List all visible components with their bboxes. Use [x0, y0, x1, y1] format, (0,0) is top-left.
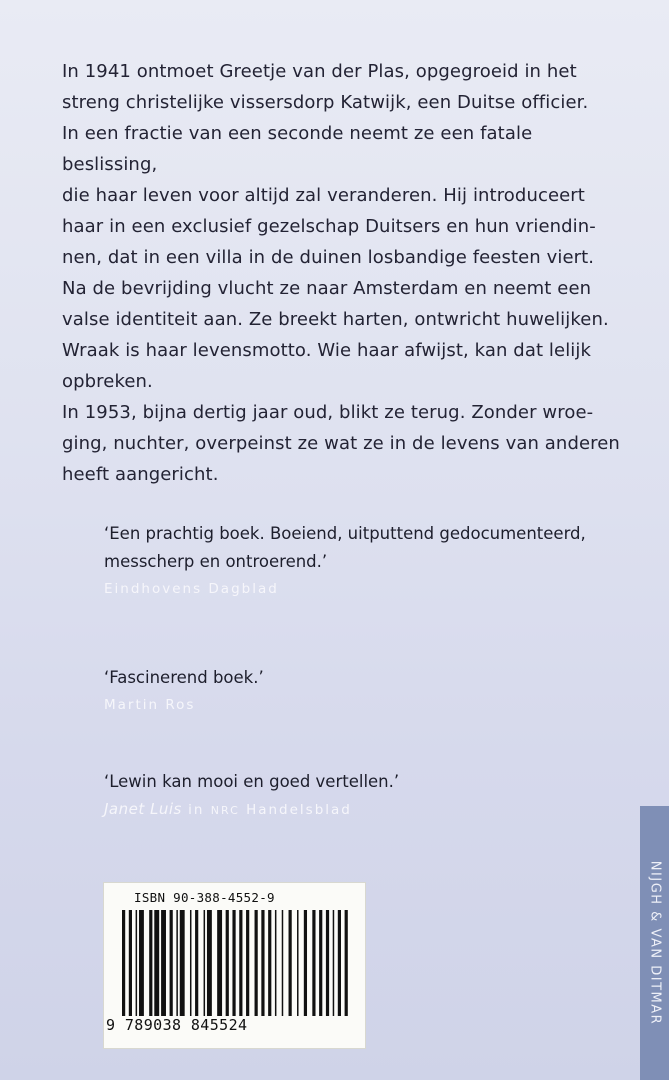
barcode-stripe: [282, 910, 284, 1016]
barcode-stripe: [326, 910, 329, 1016]
quote-text: ‘Een prachtig boek. Boeiend, uitputtend gedocumenteerd,: [104, 524, 586, 543]
barcode-stripe: [338, 910, 341, 1016]
barcode-stripe: [136, 910, 138, 1016]
barcode-stripe: [304, 910, 307, 1016]
barcode-icon: [122, 910, 348, 1016]
barcode-stripe: [312, 910, 315, 1016]
isbn-text: ISBN 90-388-4552-9: [134, 890, 275, 905]
quote-source: [104, 692, 624, 718]
barcode-stripe: [246, 910, 249, 1016]
quote-text: ‘Lewin kan mooi en goed vertellen.’: [104, 772, 400, 791]
spine-strip: [640, 806, 669, 1080]
barcode-stripe: [170, 910, 173, 1016]
blurb-line: Na de bevrijding vlucht ze naar Amsterdam en neemt een: [62, 278, 592, 299]
blurb-line: In 1953, bijna dertig jaar oud, blikt ze terug. Zonder wroe-: [62, 402, 594, 423]
barcode-stripe: [226, 910, 229, 1016]
quote-source: [104, 796, 624, 824]
blurb-line: haar in een exclusief gezelschap Duitsers en hun vriendin-: [62, 216, 596, 237]
source-paper-prefix: NRC: [210, 804, 240, 817]
barcode-stripe: [297, 910, 299, 1016]
ean-number: 9 789038 845524: [106, 1016, 248, 1034]
barcode-stripe: [268, 910, 271, 1016]
blurb-line: In een fractie van een seconde neemt ze een fatale beslissing,: [62, 123, 533, 175]
barcode-stripe: [232, 910, 235, 1016]
blurb-text: [62, 56, 622, 490]
barcode-stripe: [319, 910, 322, 1016]
barcode-stripe: [261, 910, 264, 1016]
source-author: Janet Luis: [104, 800, 182, 818]
source-word: Dagblad: [208, 581, 279, 597]
barcode-stripe: [139, 910, 144, 1016]
blurb-line: valse identiteit aan. Ze breekt harten, ontwricht huwelijken.: [62, 309, 609, 330]
review-quote: [104, 664, 624, 718]
source-word: Martin: [104, 697, 160, 713]
source-in: in: [181, 802, 211, 818]
barcode-stripe: [161, 910, 166, 1016]
blurb-line: ging, nuchter, overpeinst ze wat ze in de levens van anderen: [62, 433, 620, 454]
quote-source: [104, 576, 624, 602]
quote-text: messcherp en ontroerend.’: [104, 552, 328, 571]
publisher-name: NIJGH & VAN DITMAR: [647, 860, 662, 1026]
barcode-stripe: [333, 910, 335, 1016]
quote-text: ‘Fascinerend boek.’: [104, 668, 264, 687]
barcode-stripe: [129, 910, 132, 1016]
source-word: Eindhovens: [104, 581, 203, 597]
barcode-stripe: [207, 910, 212, 1016]
blurb-line: die haar leven voor altijd zal veranderen. Hij introduceert: [62, 185, 585, 206]
blurb-line: nen, dat in een villa in de duinen losbandige feesten viert.: [62, 247, 595, 268]
barcode-stripe: [289, 910, 292, 1016]
barcode-stripe: [190, 910, 192, 1016]
barcode-stripe: [255, 910, 258, 1016]
blurb-line: streng christelijke vissersdorp Katwijk, een Duitse officier.: [62, 92, 589, 113]
barcode-stripe: [180, 910, 185, 1016]
barcode-stripe: [217, 910, 222, 1016]
barcode-stripe: [176, 910, 178, 1016]
barcode-stripe: [239, 910, 242, 1016]
barcode-stripe: [195, 910, 198, 1016]
barcode-stripe: [345, 910, 348, 1016]
blurb-line: heeft aangericht.: [62, 464, 219, 485]
barcode-stripe: [154, 910, 159, 1016]
blurb-line: Wraak is haar levensmotto. Wie haar afwijst, kan dat lelijk: [62, 340, 592, 361]
barcode-stripe: [275, 910, 277, 1016]
review-quote: [104, 520, 624, 602]
source-paper-name: Handelsblad: [246, 802, 352, 818]
blurb-line: opbreken.: [62, 371, 153, 392]
barcode-stripe: [122, 910, 125, 1016]
blurb-line: In 1941 ontmoet Greetje van der Plas, opgegroeid in het: [62, 61, 577, 82]
review-quote: [104, 768, 624, 824]
barcode-label: [103, 882, 366, 1049]
barcode-stripe: [149, 910, 152, 1016]
source-word: Ros: [165, 697, 196, 713]
barcode-stripe: [204, 910, 206, 1016]
